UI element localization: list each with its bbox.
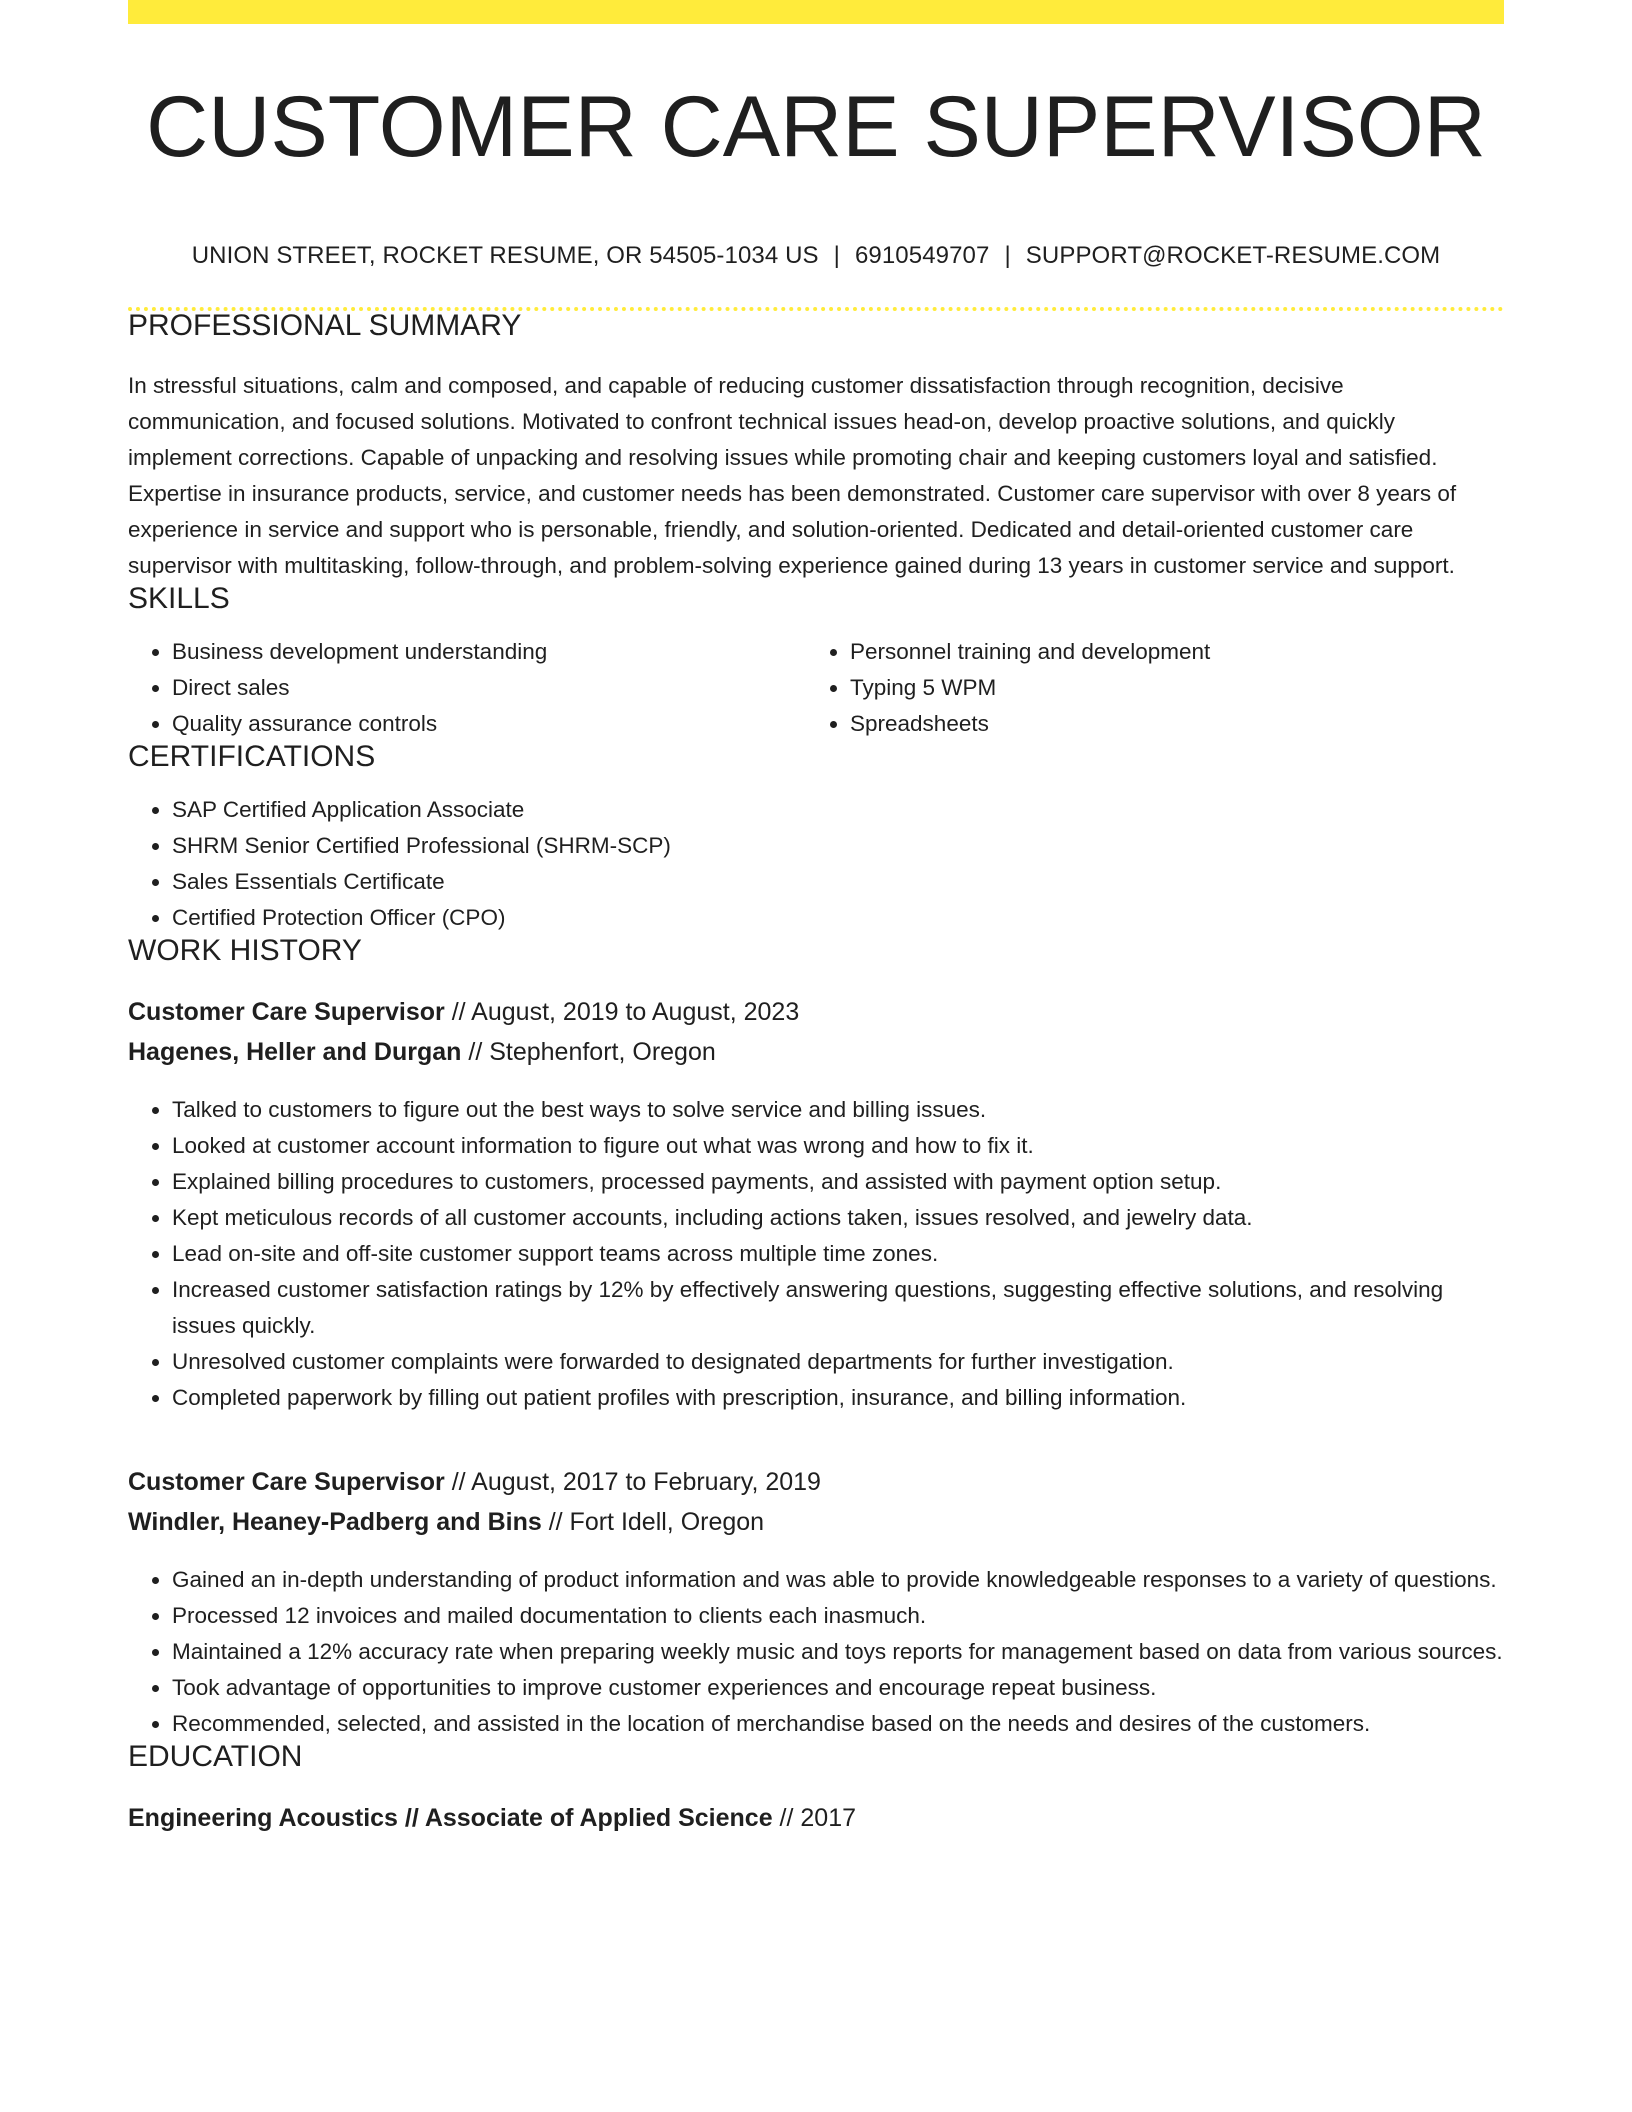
certification-item: • Sales Essentials Certificate [172,864,1504,900]
contact-phone: 6910549707 [854,242,990,269]
job-bullets [128,1092,1504,1416]
job-bullet: • Talked to customers to figure out the best ways to solve service and billing issues. [172,1092,1504,1128]
job-title-line [128,1462,1504,1502]
education-degree: Engineering Acoustics // Associate of Applied Science [128,1804,773,1832]
skills-columns [128,634,1504,742]
job-bullet: • Looked at customer account information to figure out what was wrong and how to fix it. [172,1128,1504,1164]
skills-list-left [128,634,806,742]
contact-separator: | [1004,242,1011,269]
skills-list-right [806,634,1484,742]
job-bullet: • Kept meticulous records of all customer accounts, including actions taken, issues resolved, and jewelry data. [172,1200,1504,1236]
section-title-skills: SKILLS [128,582,230,615]
summary-text: In stressful situations, calm and composed, and capable of reducing customer dissatisfaction through recognition, decisive communication, and focused solutions. Motivated to confront technical issues head-on, develop proactive solutions, and quickly implement corrections. Capable of unpacking and resolving issues while promoting chair and keeping customers loyal and satisfied. Expertise in insurance products, service, and customer needs has been demonstrated. Customer care supervisor with over 8 years of experience in service and support who is personable, friendly, and solution-oriented. Dedicated and detail-oriented customer care supervisor with multitasking, follow-through, and problem-solving experience gained during 13 years in customer service and support. [128,373,1457,578]
job-bullet: • Completed paperwork by filling out patient profiles with prescription, insurance, and billing information. [172,1380,1504,1416]
job-role: Customer Care Supervisor [128,1468,445,1496]
education-line [128,1798,1504,1838]
resume-name: CUSTOMER CARE SUPERVISOR [146,79,1486,175]
contact-separator: | [833,242,840,269]
job-title-line [128,992,1504,1032]
contact-email: SUPPORT@ROCKET-RESUME.COM [1025,242,1441,269]
job-dates: // August, 2019 to August, 2023 [444,998,800,1026]
job-bullets [128,1562,1504,1742]
job-company-line [128,1032,1504,1072]
contact-address: UNION STREET, ROCKET RESUME, OR 54505-1034 US [191,242,819,269]
job-bullet: • Took advantage of opportunities to improve customer experiences and encourage repeat business. [172,1670,1504,1706]
job-bullet: • Gained an in-depth understanding of product information and was able to provide knowledgeable responses to a variety of questions. [172,1562,1504,1598]
accent-top-bar [128,0,1504,24]
section-title-summary: PROFESSIONAL SUMMARY [128,309,522,342]
certification-item: • SHRM Senior Certified Professional (SHRM-SCP) [172,828,1504,864]
job-role: Customer Care Supervisor [128,998,445,1026]
job-dates: // August, 2017 to February, 2019 [444,1468,821,1496]
skill-item: • Business development understanding [172,634,806,670]
job-location: // Stephenfort, Oregon [461,1038,716,1066]
section-title-education: EDUCATION [128,1740,303,1773]
job-location: // Fort Idell, Oregon [541,1508,765,1536]
skill-item: • Personnel training and development [850,634,1484,670]
skill-item: • Quality assurance controls [172,706,806,742]
skill-item: • Direct sales [172,670,806,706]
job-bullet: • Increased customer satisfaction ratings by 12% by effectively answering questions, suggesting effective solutions, and resolving issues quickly. [172,1272,1504,1344]
education-year: // 2017 [772,1804,857,1832]
certification-item: • Certified Protection Officer (CPO) [172,900,1504,936]
job-company-line [128,1502,1504,1542]
certification-item: • SAP Certified Application Associate [172,792,1504,828]
job-bullet: • Lead on-site and off-site customer support teams across multiple time zones. [172,1236,1504,1272]
job-bullet: • Maintained a 12% accuracy rate when preparing weekly music and toys reports for management based on data from various sources. [172,1634,1504,1670]
skill-item: • Typing 5 WPM [850,670,1484,706]
section-title-certifications: CERTIFICATIONS [128,740,376,773]
job-bullet: • Processed 12 invoices and mailed documentation to clients each inasmuch. [172,1598,1504,1634]
job-bullet: • Unresolved customer complaints were forwarded to designated departments for further investigation. [172,1344,1504,1380]
contact-line [128,244,1504,268]
job-bullet: • Recommended, selected, and assisted in the location of merchandise based on the needs and desires of the customers. [172,1706,1504,1742]
skill-item: • Spreadsheets [850,706,1484,742]
job-bullet: • Explained billing procedures to customers, processed payments, and assisted with payment option setup. [172,1164,1504,1200]
resume-page [128,0,1504,1838]
job-company: Windler, Heaney-Padberg and Bins [128,1508,542,1536]
job-company: Hagenes, Heller and Durgan [128,1038,462,1066]
section-title-work-history: WORK HISTORY [128,934,362,967]
certifications-list [128,792,1504,936]
